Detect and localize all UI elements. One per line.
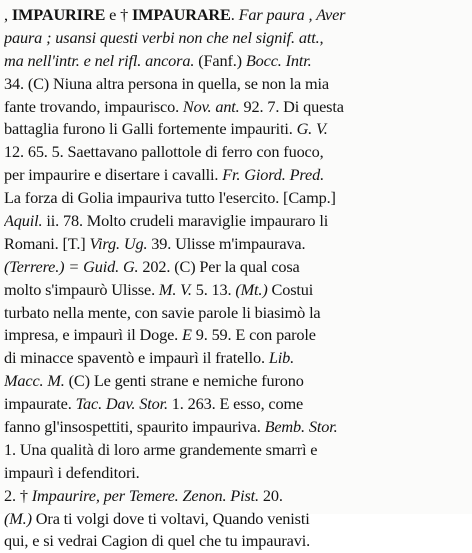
text-line [4, 347, 464, 370]
italic-text: Macc. M. [4, 371, 65, 391]
text-run: 34. (C) Niuna altra persona in quella, se non la mia [4, 73, 329, 93]
text-run: e † [105, 5, 132, 24]
italic-text: M. V. [158, 279, 192, 299]
text-line [4, 439, 464, 462]
text-line [4, 324, 464, 347]
text-run: Costui [267, 279, 314, 299]
text-run: 92. 7. Di questa [239, 96, 344, 116]
italic-text: Virg. Ug. [89, 233, 148, 253]
text-run: (C) Le genti strane e nemiche furono [64, 371, 304, 391]
italic-text: (M.) [4, 508, 32, 528]
text-run: La forza di Golia impauriva tutto l'esercito. [Camp.] [4, 188, 336, 208]
text-run: 12. 65. 5. Saettavano pallottole di ferro con fuoco, [4, 142, 324, 162]
text-line [4, 370, 464, 393]
text-line [4, 118, 464, 141]
text-line [4, 256, 464, 279]
italic-text: Bocc. Intr. [245, 50, 312, 70]
text-line [4, 141, 464, 164]
text-run: 1. 263. E esso, come [167, 394, 304, 414]
italic-text: Aquil. [4, 211, 43, 231]
text-run: impaurì i defenditori. [4, 462, 140, 482]
italic-text: Far paura , Aver [238, 5, 346, 24]
italic-text: G. V. [296, 119, 328, 139]
headword: IMPAURIRE [11, 5, 106, 24]
text-line [4, 233, 464, 256]
text-line [4, 416, 464, 439]
text-run: Ora ti volgi dove ti voltavi, Quando venisti [31, 508, 310, 528]
text-line [4, 27, 464, 50]
italic-text: Fr. Giord. Pred. [222, 165, 324, 185]
italic-text: Guid. G. [83, 256, 139, 276]
text-line [4, 50, 464, 73]
text-line [4, 302, 464, 325]
text-run: impaurate. [4, 394, 76, 414]
text-line [4, 210, 464, 233]
text-run: 9. 59. E con parole [191, 325, 316, 345]
text-run: 20. [258, 485, 283, 505]
headword: IMPAURARE [132, 5, 231, 24]
text-run: , [4, 5, 12, 24]
text-line [4, 530, 464, 553]
text-line [4, 393, 464, 416]
text-run: 2. † [4, 485, 32, 505]
italic-text: Impaurire, per Temere. Zenon. Pist. [31, 485, 259, 505]
italic-text: ma nell'intr. e nel rifl. ancora. [4, 50, 199, 70]
text-line [4, 508, 464, 531]
italic-text: Bemb. Stor. [264, 417, 338, 437]
italic-text: E [182, 325, 192, 345]
text-line [4, 164, 464, 187]
text-run: molto s'impaurò Ulisse. [4, 279, 159, 299]
italic-text: paura ; usansi questi verbi non che nel signif. att., [4, 27, 324, 47]
text-run: battaglia furono li Galli fortemente impauriti. [4, 119, 297, 139]
text-run: di minacce spaventò e impaurì il fratello. [4, 348, 269, 368]
text-line [4, 73, 464, 96]
text-run: impresa, e impaurì il Doge. [4, 325, 183, 345]
text-run: qui, e si vedrai Cagion di quel che tu impauravi. [4, 531, 310, 551]
text-run: turbato nella mente, con savie parole li biasimò la [4, 302, 321, 322]
italic-text: Lib. [268, 348, 295, 368]
text-run: fante trovando, impaurisco. [4, 96, 183, 116]
italic-text: Nov. ant. [182, 96, 240, 116]
italic-text: (Terrere.) = [4, 256, 84, 276]
text-run: fanno gl'insospettiti, spaurito impauriva. [4, 417, 265, 437]
text-run: (Fanf.) [198, 50, 246, 70]
text-run: 202. (C) Per la qual cosa [138, 256, 300, 276]
text-run: 1. Una qualità di loro arme grandemente smarrì e [4, 439, 318, 459]
text-line [4, 187, 464, 210]
text-line [4, 4, 464, 27]
italic-text: (Mt.) [235, 279, 268, 299]
text-line [4, 279, 464, 302]
italic-text: Tac. Dav. Stor. [75, 394, 168, 414]
text-run: per impaurire e disertare i cavalli. [4, 165, 223, 185]
text-line [4, 485, 464, 508]
text-run: ii. 78. Molto crudeli maraviglie impauraro li [42, 211, 329, 231]
text-run: 5. 13. [191, 279, 236, 299]
text-line [4, 96, 464, 119]
text-line [4, 462, 464, 485]
text-run: . [230, 5, 239, 24]
text-run: 39. Ulisse m'impaurava. [147, 233, 306, 253]
text-run: Romani. [T.] [4, 233, 90, 253]
